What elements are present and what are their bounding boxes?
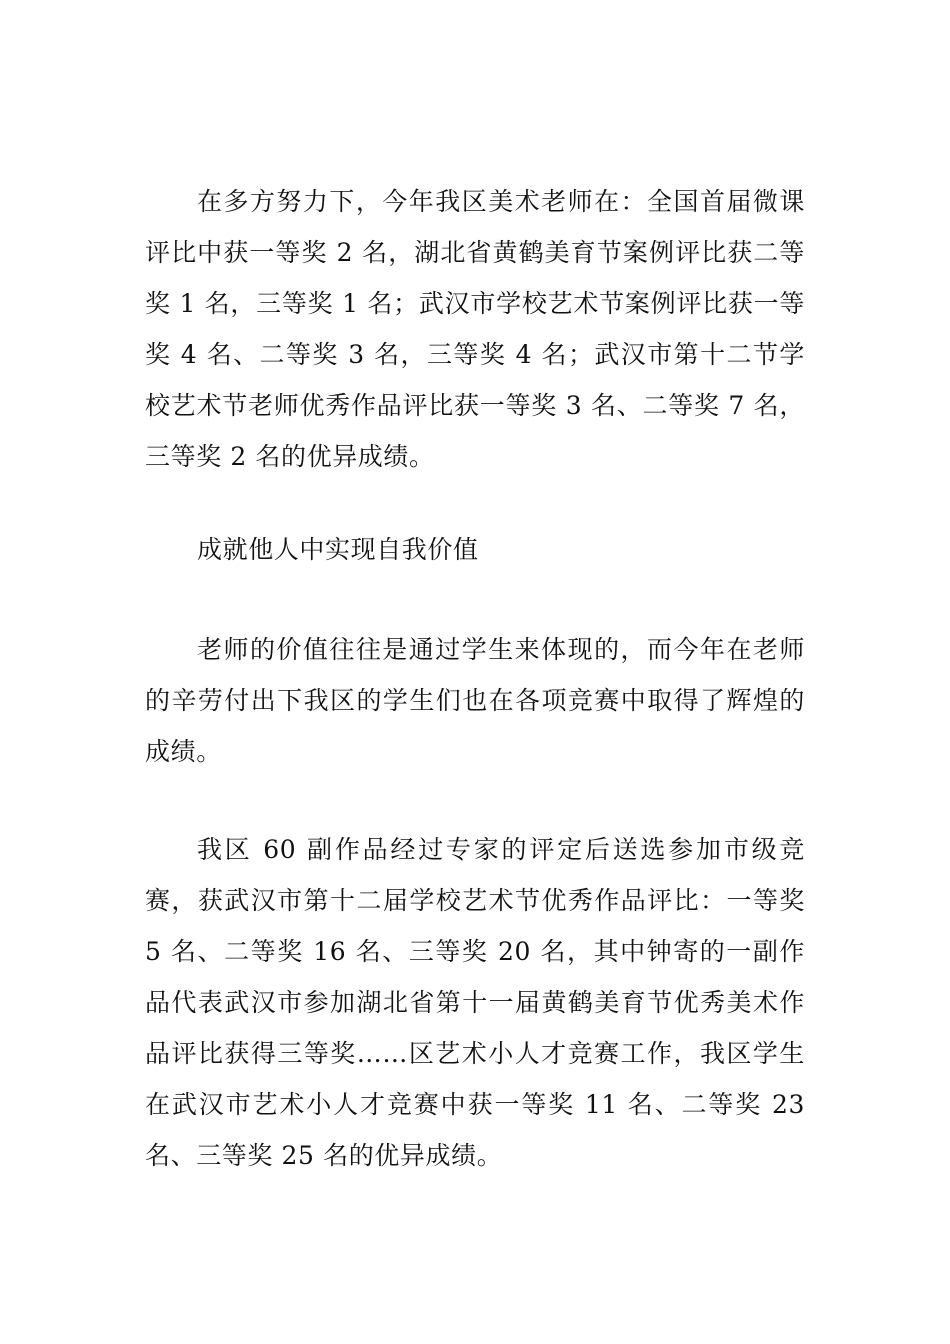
- paragraph-teacher-awards: 在多方努力下，今年我区美术老师在：全国首届微课评比中获一等奖 2 名，湖北省黄鹤美育节案例评比获二等奖 1 名，三等奖 1 名；武汉市学校艺术节案例评比获一等奖 4 名、二等奖 3 名，三等奖 4 名；武汉市第十二节学校艺术节老师优秀作品评比获一等奖 3 名、二等奖 7 名，三等奖 2 名的优异成绩。: [145, 187, 805, 471]
- paragraph-teacher-value: 老师的价值往往是通过学生来体现的，而今年在老师的辛劳付出下我区的学生们也在各项竞赛中取得了辉煌的成绩。: [145, 635, 805, 766]
- section-heading: 成就他人中实现自我价值: [197, 535, 479, 564]
- paragraph-student-awards: 我区 60 副作品经过专家的评定后送选参加市级竞赛，获武汉市第十二届学校艺术节优秀作品评比：一等奖 5 名、二等奖 16 名、三等奖 20 名，其中钟寄的一副作品代表武汉市参加湖北省第十一届黄鹤美育节优秀美术作品评比获得三等奖……区艺术小人才竞赛工作，我区学生在武汉市艺术小人才竞赛中获一等奖 11 名、二等奖 23 名、三等奖 25 名的优异成绩。: [145, 835, 805, 1170]
